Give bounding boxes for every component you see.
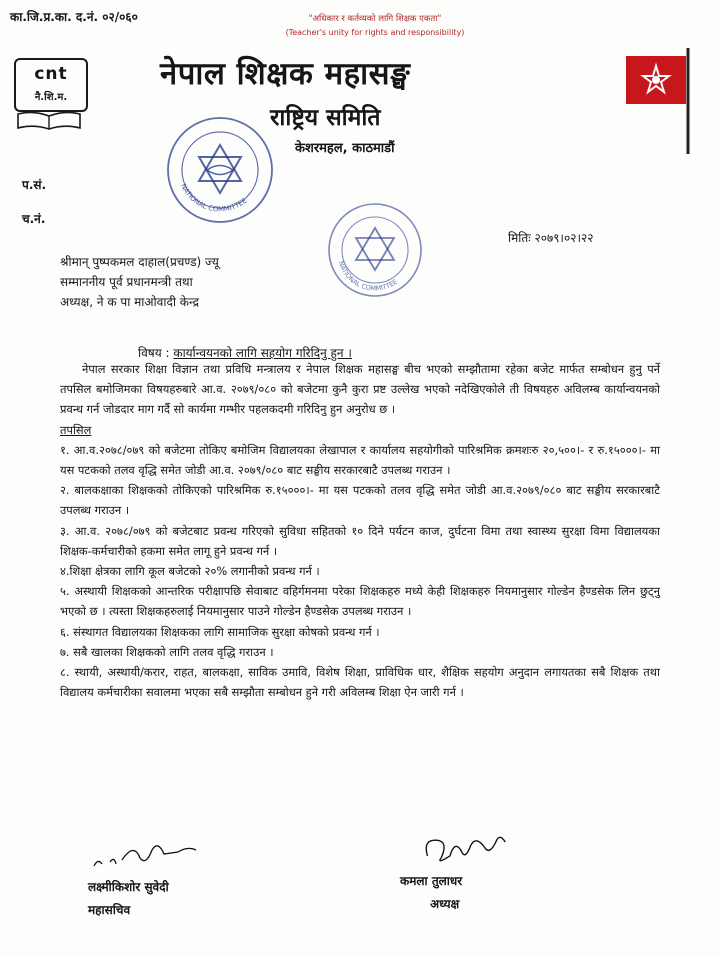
signatory-title: अध्यक्ष — [430, 897, 460, 911]
organization-address: केशरमहल, काठमाडौं — [295, 141, 395, 156]
handwritten-signature — [88, 836, 208, 874]
recipient-line: सम्माननीय पूर्व प्रधानमन्त्री तथा — [60, 275, 193, 289]
signatory-name: कमला तुलाधर — [400, 874, 463, 888]
reference-cn: च.नं. — [22, 212, 46, 226]
recipient-address — [60, 252, 219, 312]
letter-body — [60, 359, 660, 702]
logo-text: cnt — [34, 64, 68, 84]
svg-text:NATIONAL COMMITTEE — [337, 260, 399, 292]
committee-name: राष्ट्रिय समिति — [270, 105, 381, 131]
slogan-nepali: "अधिकार र कर्तव्यको लागि शिक्षक एकता" — [308, 14, 442, 24]
seal-text: NATIONAL COMMITTEE — [179, 182, 249, 214]
list-item: १. आ.व.२०७८/०७९ को बजेटमा तोकिए बमोजिम विद्यालयका लेखापाल र कार्यालय सहयोगीको पारिश्रमिक क्रमशःरु २०,५००।- र रु.१५०००।- मा यस पटकको तलव वृद्धि समेत जोडी आ.व. २०७९/०८० बाट सङ्घीय सरकारबाटै उपलब्ध गराउन । — [60, 442, 660, 478]
party-flag-icon — [620, 46, 694, 156]
national-committee-seal — [165, 115, 275, 225]
list-item: ६. संस्थागत विद्यालयका शिक्षकका लागि सामाजिक सुरक्षा कोषको प्रवन्ध गर्न । — [60, 624, 380, 639]
svg-text:NATIONAL COMMITTEE — [179, 182, 248, 213]
open-book-icon — [16, 110, 82, 130]
national-committee-seal-2 — [325, 200, 425, 300]
seal-text-2: NATIONAL COMMITTEE — [336, 260, 399, 293]
intro-paragraph: नेपाल सरकार शिक्षा विज्ञान तथा प्रविधि मन्त्रालय र नेपाल शिक्षक महासङ्घ बीच भएको सम्झौतामा रहेका बजेट मार्फत सम्बोधन हुनु पर्ने तपसिल बमोजिमका विषयहरुबारे आ.व. २०७९/०८० को बजेटमा कुनै कुरा प्रष्ट उल्लेख भएको नदेखिएकोले ती विषयहरु अविलम्ब कार्यान्वयनको प्रवन्ध गर्न जोडदार माग गर्दै सो कार्यमा गम्भीर पहलकदमी गरिदिनु हुन अनुरोध छ । — [60, 362, 660, 417]
list-item: ७. सबै खालका शिक्षकको लागि तलव वृद्धि गराउन । — [60, 644, 274, 659]
handwritten-signature — [400, 830, 550, 868]
list-item: ३. आ.व. २०७८/०७९ को बजेटबाट प्रवन्ध गरिएको सुविधा सहितको १० दिने पर्यटन काज, दुर्घटना विमा तथा स्वास्थ्य सुरक्षा विमा विद्यालयका शिक्षक-कर्मचारीको हकमा समेत लागू हुने प्रवन्ध गर्न । — [60, 523, 660, 558]
schedule-heading: तपसिल — [60, 422, 92, 437]
logo-subtext: नै.शि.म. — [34, 92, 68, 103]
recipient-line: अध्यक्ष, ने क पा माओवादी केन्द्र — [60, 295, 200, 309]
list-item: ४.शिक्षा क्षेत्रका लागि कूल बजेटको २०% लगानीको प्रवन्ध गर्न । — [60, 564, 320, 579]
reference-ps: प.सं. — [22, 178, 47, 192]
subject-text: कार्यान्वयनको लागि सहयोग गरिदिनु हुन । — [173, 346, 352, 360]
signature-block-secretary — [88, 836, 218, 918]
subject-label: विषय : — [138, 346, 174, 360]
organization-name: नेपाल शिक्षक महासङ्घ — [160, 56, 411, 92]
signatory-name: लक्ष्मीकिशोर सुवेदी — [88, 880, 169, 894]
list-item: ५. अस्थायी शिक्षकको आन्तरिक परीक्षापछि सेवाबाट वहिर्गमनमा परेका शिक्षकहरु मध्ये केही शिक्षकहरु नियमानुसार गोल्डेन हैण्डसेक लिन छुट्नु भएको छ । त्यस्ता शिक्षकहरुलाई नियमानुसार पाउने गोल्डेन हैण्डसेक उपलब्ध गराउन । — [60, 584, 660, 619]
cnt-logo — [14, 58, 88, 112]
recipient-line: श्रीमान् पुष्पकमल दाहाल(प्रचण्ड) ज्यू — [60, 255, 219, 269]
letter-date: मितिः २०७९।०२।२२ — [508, 231, 594, 245]
slogan-english: (Teacher's unity for rights and responsibility) — [285, 28, 465, 37]
signature-block-president — [400, 830, 570, 912]
signatory-title: महासचिव — [88, 903, 131, 917]
list-item: २. बालकक्षाका शिक्षकको तोकिएको पारिश्रमिक रु.१५०००।- मा यस पटकको तलव वृद्धि समेत जोडी आ.व.२०७९/०८० बाट सङ्घीय सरकारबाटै उपलब्ध गराउन । — [60, 483, 660, 518]
list-item: ८. स्थायी, अस्थायी/करार, राहत, बालकक्षा, साविक उमावि, विशेष शिक्षा, प्राविधिक धार, शैक्षिक सहयोग अनुदान लगायतका सबै शिक्षक तथा विद्यालय कर्मचारीका सवालमा भएका सबै सम्झौता सम्बोधन हुने गरी अविलम्ब शिक्षा ऐन जारी गर्न । — [60, 665, 660, 700]
slogan — [250, 12, 500, 40]
registration-number: का.जि.प्र.का. द.नं. ०२/०६० — [10, 10, 138, 24]
